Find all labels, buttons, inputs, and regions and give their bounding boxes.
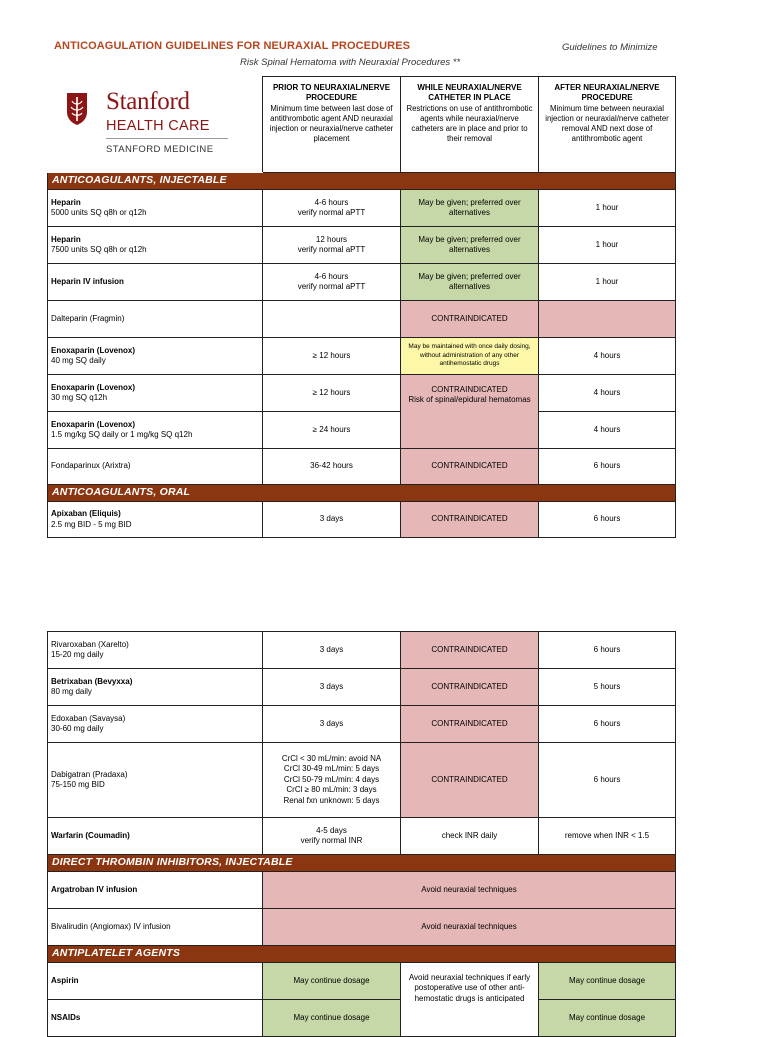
column-header-prior: PRIOR TO NEURAXIAL/NERVE PROCEDURE Minimum time between last dose of antithrombotic agent AND neuraxial injection or neuraxial/nerve catheter placement [263,77,401,173]
table-row: Rivaroxaban (Xarelto) 15-20 mg daily 3 days CONTRAINDICATED 6 hours [48,632,676,669]
logo-brand: Stanford [106,88,190,115]
table-row: Enoxaparin (Lovenox) 30 mg SQ q12h ≥ 12 hours CONTRAINDICATED Risk of spinal/epidural hematomas 4 hours [48,375,676,412]
document-subtitle-line2: Risk Spinal Hematoma with Neuraxial Procedures ** [240,57,461,68]
table-row: Warfarin (Coumadin) 4-5 days verify normal INR check INR daily remove when INR < 1.5 [48,818,676,855]
table-row: Dalteparin (Fragmin) CONTRAINDICATED [48,301,676,338]
table-row: Heparin 7500 units SQ q8h or q12h 12 hours verify normal aPTT May be given; preferred over alternatives 1 hour [48,227,676,264]
column-header-while: WHILE NEURAXIAL/NERVE CATHETER IN PLACE Restrictions on use of antithrombotic agents while neuraxial/nerve catheters are in place and prior to their removal [401,77,539,173]
table-row: Betrixaban (Bevyxxa) 80 mg daily 3 days CONTRAINDICATED 5 hours [48,669,676,706]
logo-tagline: STANFORD MEDICINE [106,144,214,155]
table-row: Heparin 5000 units SQ q8h or q12h 4-6 hours verify normal aPTT May be given; preferred over alternatives 1 hour [48,190,676,227]
document-subtitle: Guidelines to Minimize [562,42,658,53]
table-row: Aspirin May continue dosage Avoid neuraxial techniques if early postoperative use of other anti-hemostatic drugs is anticipated May continue dosage [48,963,676,1000]
guidelines-table-top [47,76,676,538]
section-header: ANTICOAGULANTS, INJECTABLE [48,173,676,190]
table-row: Enoxaparin (Lovenox) 1.5 mg/kg SQ daily or 1 mg/kg SQ q12h ≥ 24 hours 4 hours [48,412,676,449]
table-row: NSAIDs May continue dosage May continue dosage [48,1000,676,1037]
section-header: DIRECT THROMBIN INHIBITORS, INJECTABLE [48,855,676,872]
table-row: Enoxaparin (Lovenox) 40 mg SQ daily ≥ 12 hours May be maintained with once daily dosing, without administration of any other antihemostatic drugs 4 hours [48,338,676,375]
logo-cell [48,77,263,173]
column-header-after: AFTER NEURAXIAL/NERVE PROCEDURE Minimum time between neuraxial injection or neuraxial/nerve catheter removal AND next dose of antithrombotic agent [539,77,676,173]
table-row: Edoxaban (Savaysa) 30-60 mg daily 3 days CONTRAINDICATED 6 hours [48,706,676,743]
table-row: Fondaparinux (Arixtra) 36-42 hours CONTRAINDICATED 6 hours [48,449,676,485]
document-title: ANTICOAGULATION GUIDELINES FOR NEURAXIAL PROCEDURES [54,40,411,52]
table-row: Argatroban IV infusion Avoid neuraxial techniques [48,872,676,909]
table-row: Bivalirudin (Angiomax) IV infusion Avoid neuraxial techniques [48,909,676,946]
table-row: Apixaban (Eliquis) 2.5 mg BID - 5 mg BID 3 days CONTRAINDICATED 6 hours [48,502,676,538]
table-row: Heparin IV infusion 4-6 hours verify normal aPTT May be given; preferred over alternatives 1 hour [48,264,676,301]
table-header-row [48,77,676,173]
section-header: ANTICOAGULANTS, ORAL [48,485,676,502]
guidelines-table-bottom [47,631,676,1037]
section-header: ANTIPLATELET AGENTS [48,946,676,963]
logo-health-care: HEALTH CARE [106,118,210,134]
table-row: Dabigatran (Pradaxa) 75-150 mg BID CrCl < 30 mL/min: avoid NA CrCl 30-49 mL/min: 5 days CrCl 50-79 mL/min: 4 days CrCl ≥ 80 mL/min: 3 days Renal fxn unknown: 5 days CONTRAINDICATED 6 hours [48,743,676,818]
